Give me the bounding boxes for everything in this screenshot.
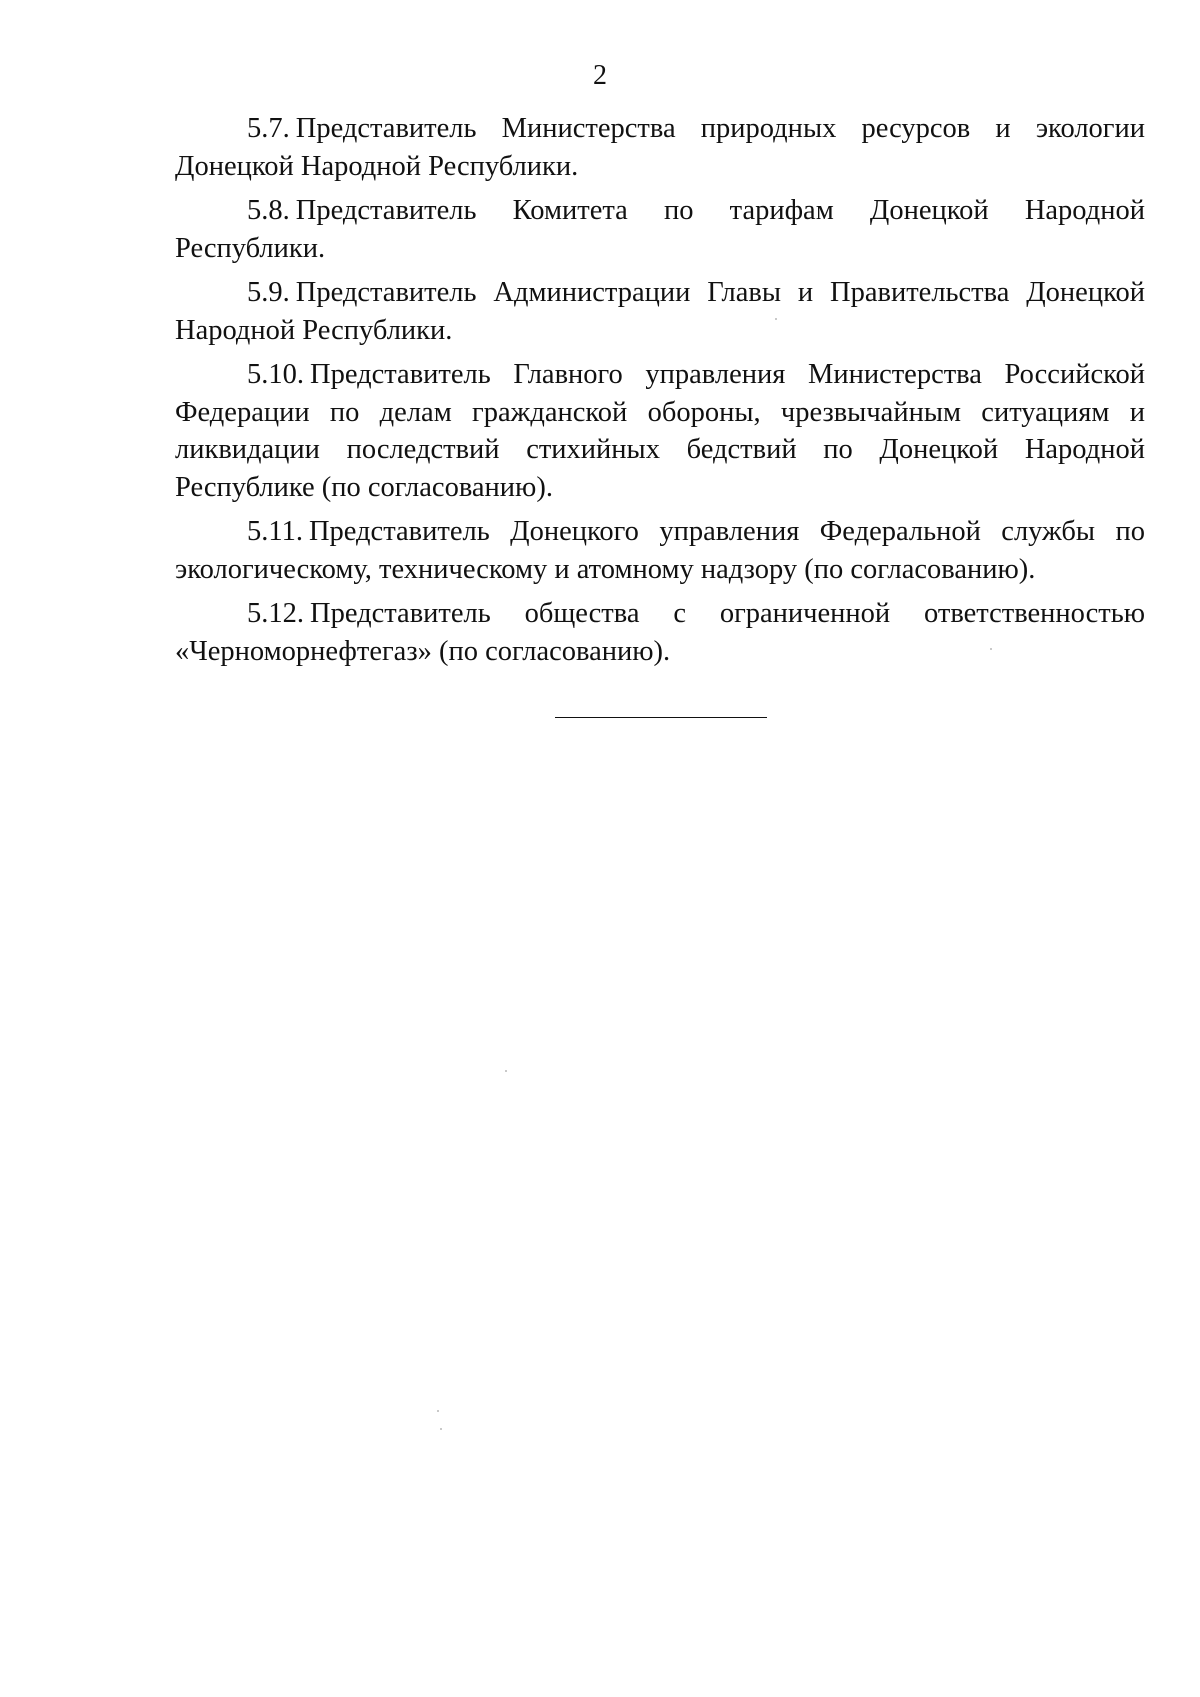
scan-speck <box>990 648 992 650</box>
document-body <box>175 110 1145 677</box>
list-item <box>175 110 1145 185</box>
item-number: 5.12. <box>247 598 304 629</box>
item-text: Представитель Министерства природных ресурсов и экологии Донецкой Народной Республики. <box>175 113 1145 182</box>
list-item <box>175 513 1145 588</box>
scan-speck <box>775 318 777 320</box>
item-number: 5.7. <box>247 113 290 144</box>
item-number: 5.8. <box>247 195 290 226</box>
list-item <box>175 356 1145 506</box>
list-item <box>175 274 1145 349</box>
scan-speck <box>505 1070 507 1072</box>
item-text: Представитель Донецкого управления Федеральной службы по экологическому, техническому и атомному надзору (по согласованию). <box>175 516 1145 585</box>
scan-speck <box>440 1428 442 1430</box>
item-text: Представитель Главного управления Министерства Российской Федерации по делам гражданской обороны, чрезвычайным ситуациям и ликвидации последствий стихийных бедствий по Донецкой Народной Республике (по согласованию). <box>175 359 1145 503</box>
scan-speck <box>437 1410 439 1412</box>
item-number: 5.9. <box>247 277 290 308</box>
item-number: 5.11. <box>247 516 303 547</box>
item-number: 5.10. <box>247 359 304 390</box>
closing-divider <box>555 717 767 718</box>
item-text: Представитель Администрации Главы и Правительства Донецкой Народной Республики. <box>175 277 1145 346</box>
page-number: 2 <box>593 60 607 91</box>
list-item <box>175 192 1145 267</box>
list-item <box>175 595 1145 670</box>
item-text: Представитель общества с ограниченной ответственностью «Черноморнефтегаз» (по согласованию). <box>175 598 1145 667</box>
item-text: Представитель Комитета по тарифам Донецкой Народной Республики. <box>175 195 1145 264</box>
